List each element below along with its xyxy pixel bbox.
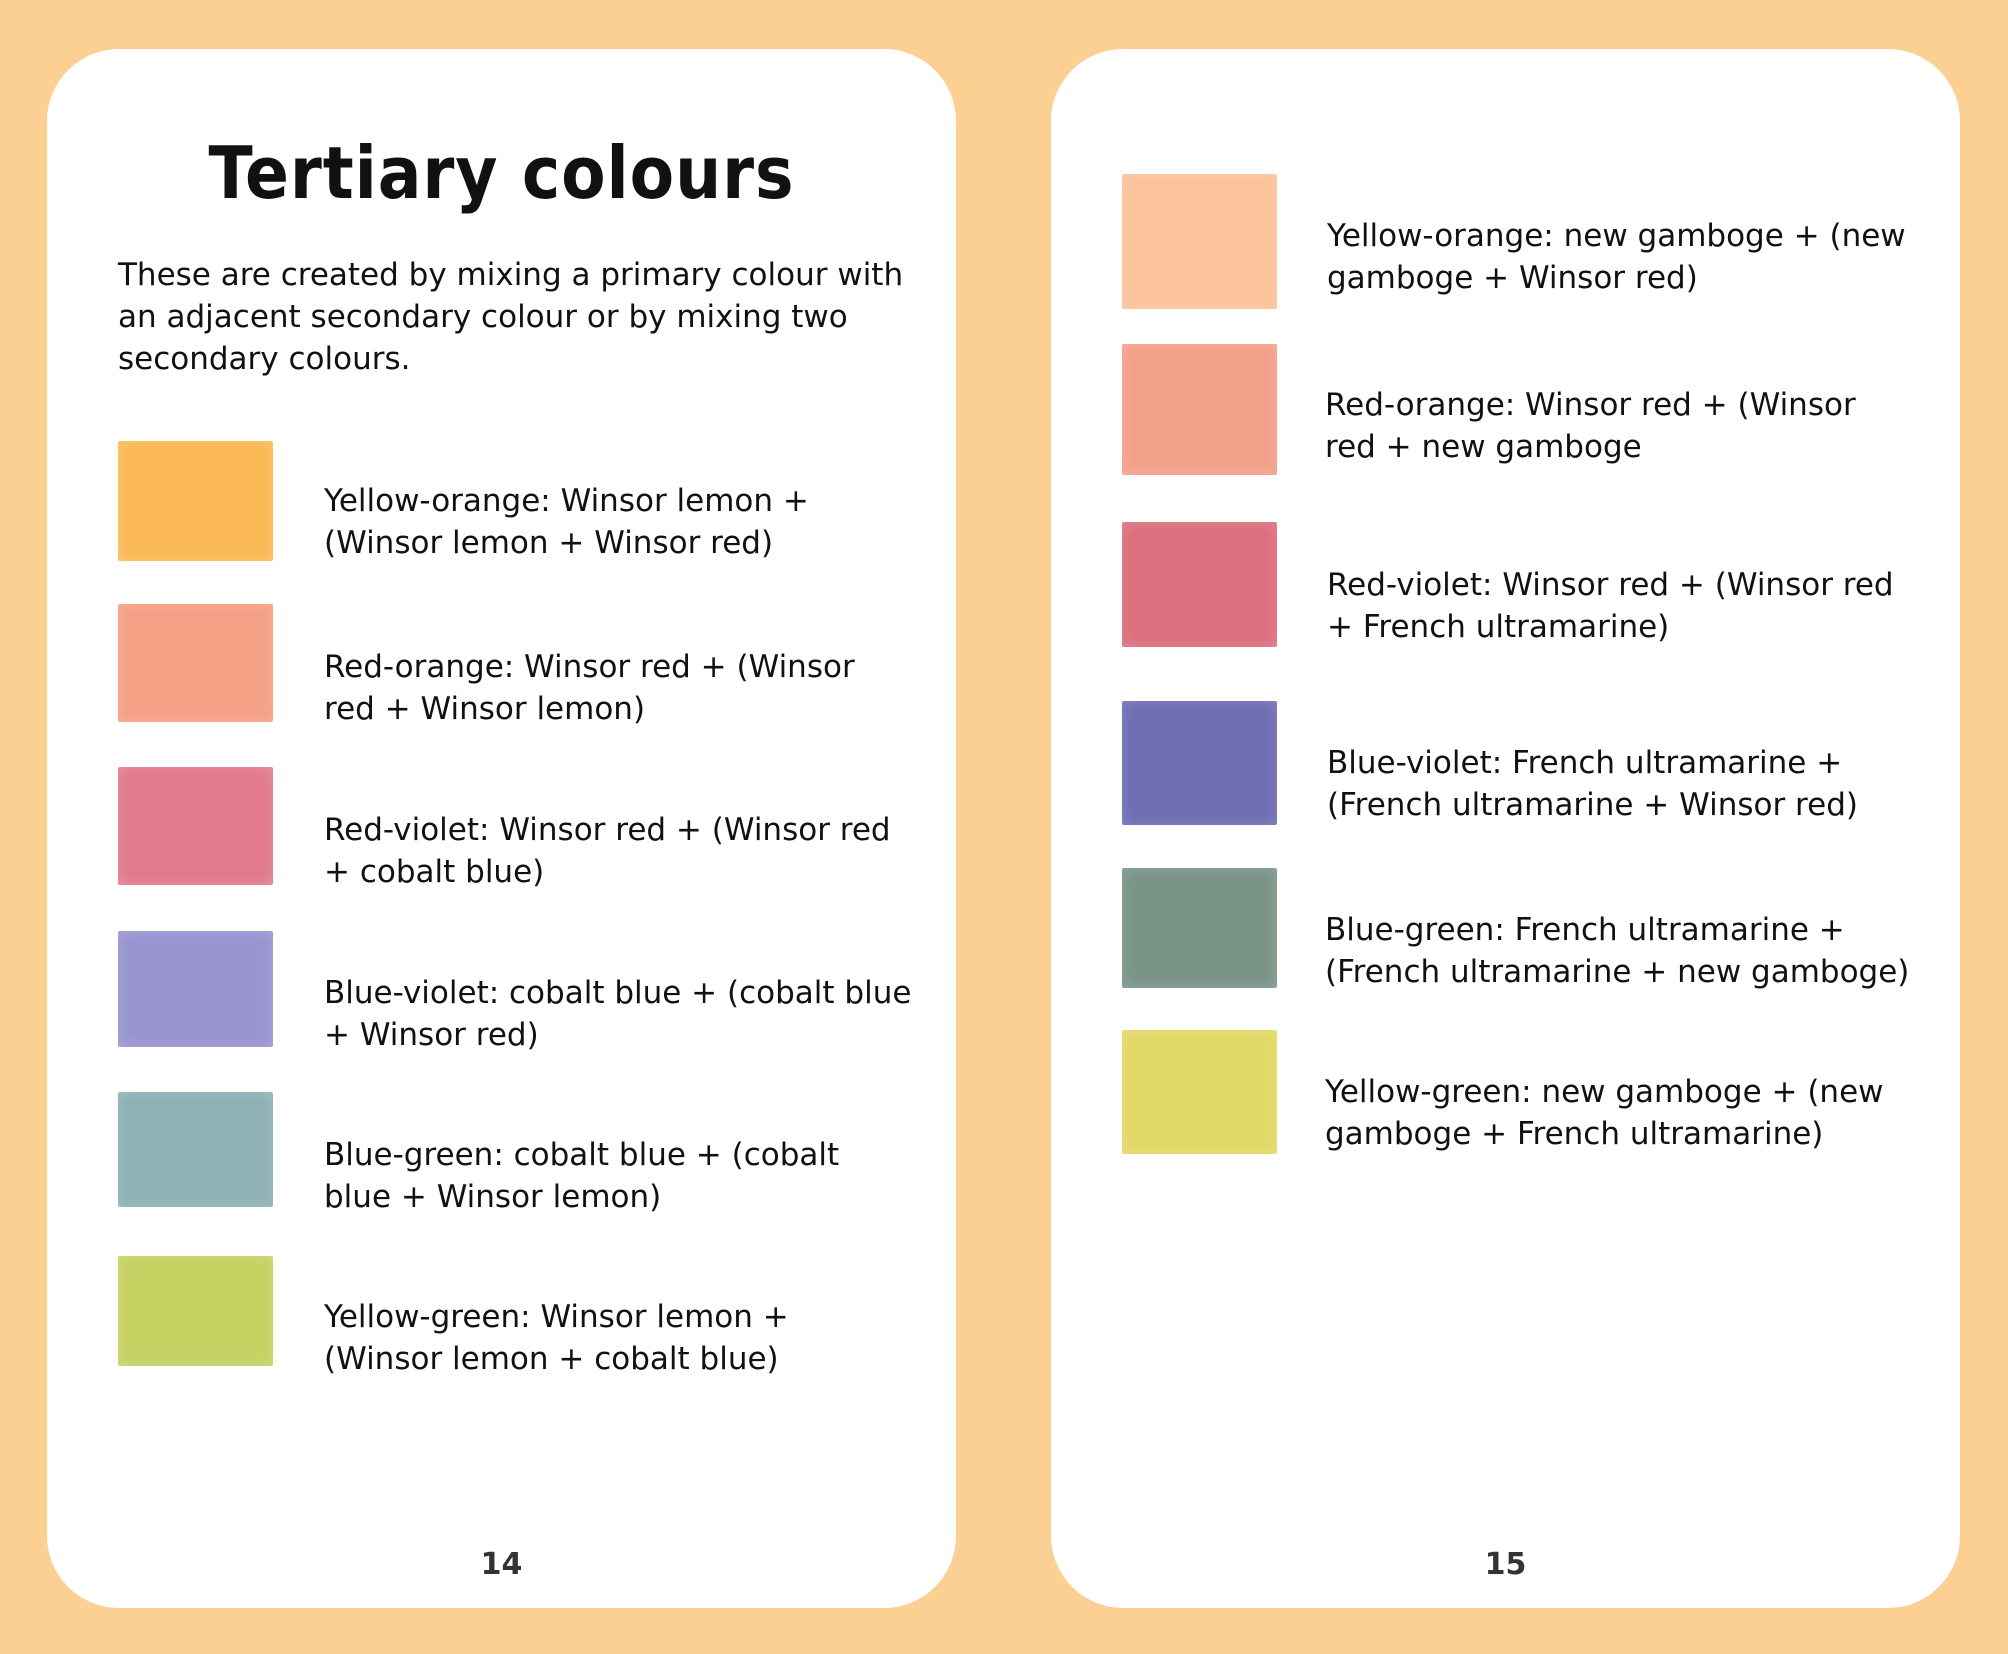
- swatch-yellow-green: [118, 1256, 273, 1366]
- swatch-blue-violet: [118, 931, 273, 1047]
- label-line: Blue-violet: French ultramarine +: [1327, 745, 1843, 781]
- label-line: + cobalt blue): [324, 854, 545, 890]
- swatch-blue-green: [118, 1092, 273, 1207]
- label-line: (Winsor lemon + cobalt blue): [324, 1341, 779, 1377]
- label-line: + Winsor red): [324, 1017, 539, 1053]
- label-line: Red-orange: Winsor red + (Winsor: [324, 649, 855, 685]
- label-line: Blue-green: French ultramarine +: [1325, 912, 1845, 948]
- swatch-label: [324, 480, 809, 564]
- left-page: [47, 49, 956, 1608]
- label-line: Red-violet: Winsor red + (Winsor red: [1327, 567, 1894, 603]
- swatch-label: [1327, 564, 1894, 648]
- swatch-red-violet: [1122, 522, 1277, 647]
- label-line: Yellow-orange: Winsor lemon +: [324, 483, 809, 519]
- label-line: (Winsor lemon + Winsor red): [324, 525, 774, 561]
- label-line: Yellow-orange: new gamboge + (new: [1327, 218, 1906, 254]
- label-line: Red-violet: Winsor red + (Winsor red: [324, 812, 891, 848]
- label-line: Blue-violet: cobalt blue + (cobalt blue: [324, 975, 912, 1011]
- swatch-red-orange: [1122, 344, 1277, 475]
- swatch-label: [1325, 384, 1856, 468]
- label-line: gamboge + French ultramarine): [1325, 1116, 1824, 1152]
- swatch-label: [324, 1296, 789, 1380]
- swatch-label: [324, 972, 911, 1056]
- page-number: 15: [1484, 1547, 1527, 1582]
- label-line: Yellow-green: Winsor lemon +: [324, 1299, 789, 1335]
- swatch-label: [1327, 215, 1906, 299]
- label-line: gamboge + Winsor red): [1327, 260, 1698, 296]
- intro-text: These are created by mixing a primary colour with an adjacent secondary colour or by mixing two secondary colours.: [118, 257, 904, 377]
- label-line: blue + Winsor lemon): [324, 1179, 662, 1215]
- page-number: 14: [480, 1547, 523, 1582]
- label-line: red + Winsor lemon): [324, 691, 646, 727]
- swatch-label: [1325, 909, 1909, 993]
- label-line: + French ultramarine): [1327, 609, 1670, 645]
- label-line: (French ultramarine + Winsor red): [1327, 787, 1858, 823]
- swatch-label: [1327, 742, 1858, 826]
- label-line: Red-orange: Winsor red + (Winsor: [1325, 387, 1856, 423]
- swatch-red-orange: [118, 604, 273, 722]
- label-line: Blue-green: cobalt blue + (cobalt: [324, 1137, 840, 1173]
- swatch-yellow-green: [1122, 1030, 1277, 1154]
- swatch-label: [324, 809, 891, 893]
- page-title: Tertiary colours: [208, 131, 795, 215]
- swatch-label: [324, 1134, 839, 1218]
- swatch-yellow-orange: [118, 441, 273, 561]
- swatch-blue-green: [1122, 868, 1277, 988]
- swatch-blue-violet: [1122, 701, 1277, 825]
- swatch-red-violet: [118, 767, 273, 885]
- swatch-label: [1325, 1071, 1884, 1155]
- swatch-label: [324, 646, 855, 730]
- label-line: Yellow-green: new gamboge + (new: [1325, 1074, 1884, 1110]
- right-page: [1051, 49, 1960, 1608]
- label-line: (French ultramarine + new gamboge): [1325, 954, 1910, 990]
- label-line: red + new gamboge: [1325, 429, 1642, 465]
- swatch-yellow-orange: [1122, 174, 1277, 309]
